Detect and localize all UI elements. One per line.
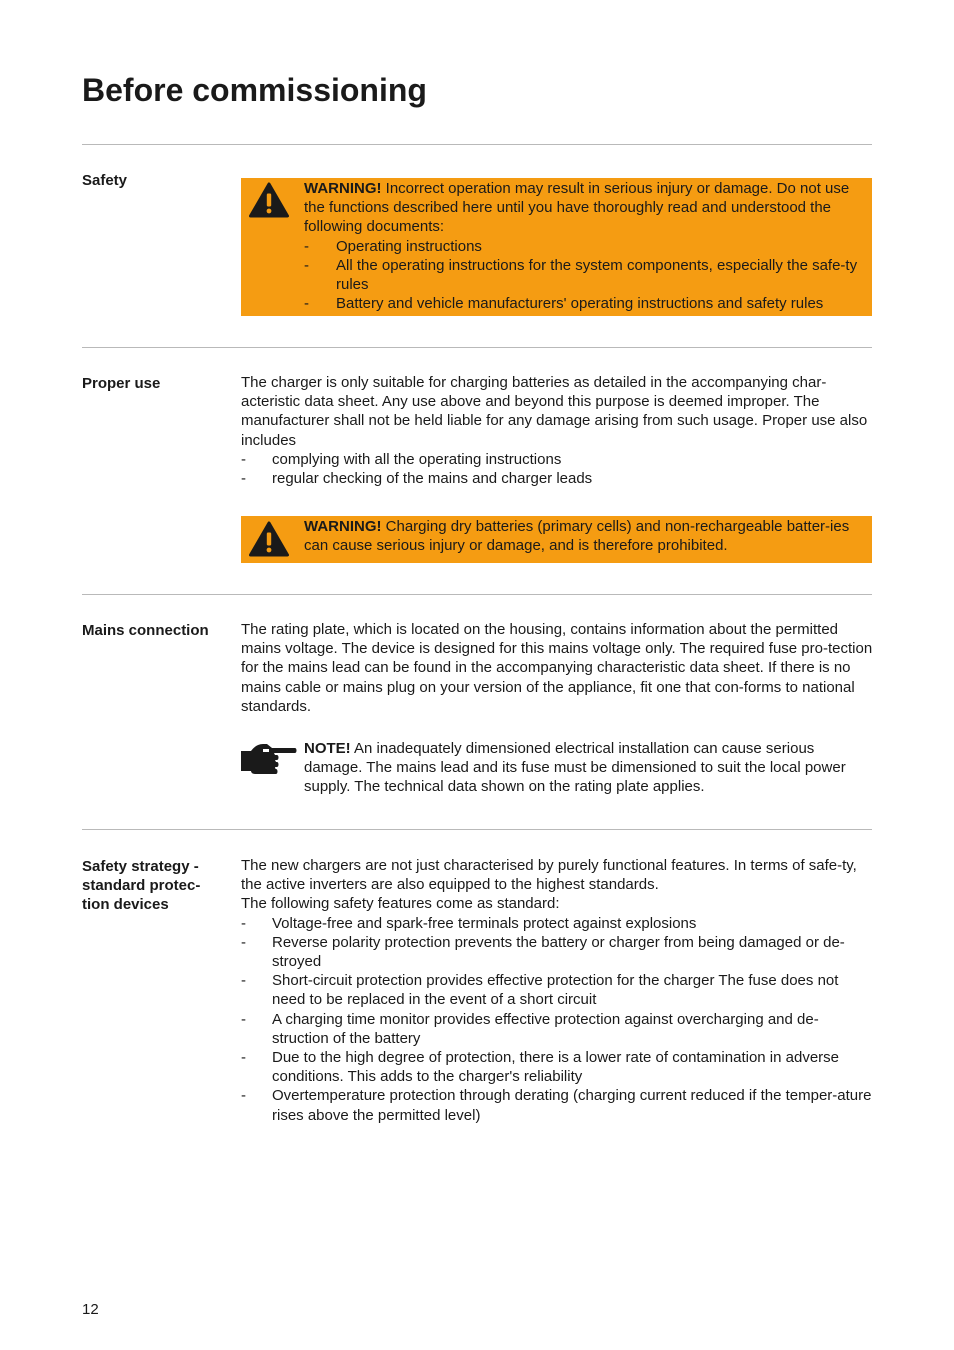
required-documents-list [304,237,870,314]
list-item: - regular checking of the mains and charger leads [241,469,873,488]
safety-features-list [241,914,873,1125]
list-item: - All the operating instructions for the system components, especially the safe-ty rules [304,256,870,294]
mains-connection-body [241,620,873,716]
list-item: - complying with all the operating instructions [241,450,873,469]
warning-triangle-icon [249,182,289,218]
list-item: - Due to the high degree of protection, there is a lower rate of contamination in adverse conditions. This adds to the charger's reliability [241,1048,873,1086]
warning-message: Incorrect operation may result in serious injury or damage. Do not use the functions described here until you have thoroughly read and understood the following documents: [304,180,850,236]
safety-strategy-paragraph: The new chargers are not just characterised by purely functional features. In terms of safe-ty, the active inverters are also equipped to the highest standards. [241,857,857,894]
list-item: - Operating instructions [304,237,870,256]
list-item: - Short-circuit protection provides effective protection for the charger The fuse does not need to be replaced in the event of a short circuit [241,971,873,1009]
warning-keyword: WARNING! [304,518,382,535]
mains-note-box [241,739,873,797]
list-item: - Voltage-free and spark-free terminals protect against explosions [241,914,873,933]
section-label-safety: Safety [82,172,128,189]
section-divider [82,144,872,145]
proper-use-body [241,373,873,488]
proper-use-warning-box [241,516,872,563]
safety-strategy-paragraph: The following safety features come as standard: [241,895,560,913]
section-divider [82,829,872,830]
page-number: 12 [82,1301,99,1318]
note-message: An inadequately dimensioned electrical installation can cause serious damage. The mains lead and its fuse must be dimensioned to suit the local power supply. The technical data shown on the rating plate applies. [304,740,846,796]
warning-keyword: WARNING! [304,180,382,197]
safety-strategy-body [241,856,873,1125]
list-item: - Reverse polarity protection prevents the battery or charger from being damaged or de-stroyed [241,933,873,971]
label-line: standard protec- [82,877,201,895]
proper-use-list [241,450,873,488]
section-divider [82,347,872,348]
proper-use-paragraph: The charger is only suitable for charging batteries as detailed in the accompanying char-acteristic data sheet. Any use above and beyond this purpose is deemed improper. The manufacturer shall not be held liable for any damage arising from such usage. Proper use also includes [241,374,868,449]
mains-connection-paragraph: The rating plate, which is located on the housing, contains information about the permitted mains voltage. The device is designed for this mains voltage only. The required fuse pro-tection for the mains lead can be found in the accompanying characteristic data sheet. If there is no mains cable or mains plug on your version of the appliance, fit one that con-forms to national standards. [241,621,873,715]
safety-warning-text [304,178,872,313]
safety-warning-box [241,178,872,316]
list-item: - A charging time monitor provides effective protection against overcharging and de-struction of the battery [241,1010,873,1048]
note-keyword: NOTE! [304,740,351,757]
list-item: - Battery and vehicle manufacturers' operating instructions and safety rules [304,294,870,313]
warning-message: Charging dry batteries (primary cells) and non-rechargeable batter-ies can cause serious injury or damage, and is therefore prohibited. [304,518,850,555]
pointing-hand-icon [241,741,297,775]
section-divider [82,594,872,595]
section-label-mains-connection: Mains connection [82,622,209,639]
page-title: Before commissioning [82,72,427,108]
section-label-safety-strategy [82,857,222,915]
warning-triangle-icon [249,521,289,557]
label-line: tion devices [82,896,169,914]
mains-note-text [304,739,873,797]
label-line: Safety strategy - [82,858,199,875]
proper-use-warning-text [304,516,872,555]
section-label-proper-use: Proper use [82,375,161,392]
list-item: - Overtemperature protection through derating (charging current reduced if the temper-ature rises above the permitted level) [241,1086,873,1124]
